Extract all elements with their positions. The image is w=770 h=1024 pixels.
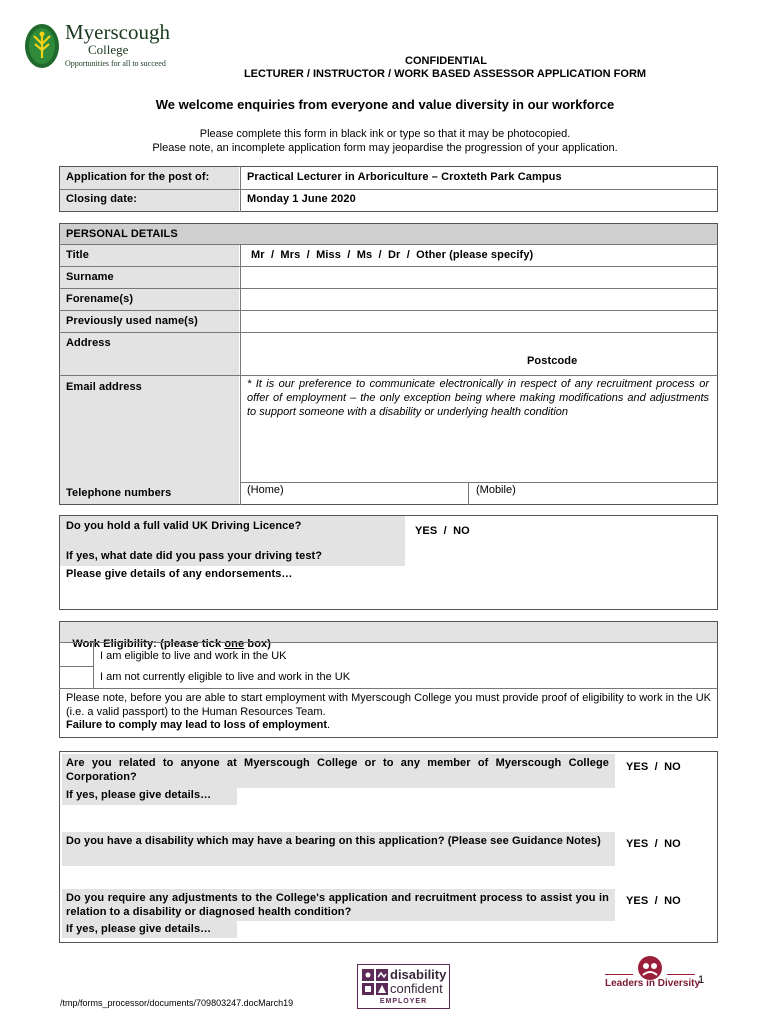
eligibility-heading: Work Eligibility: (please tick one box)	[72, 638, 271, 650]
adjustments-yes-no[interactable]: YES / NO	[626, 895, 681, 907]
lid-text: Leaders in Diversity	[605, 978, 701, 989]
email-field[interactable]	[241, 435, 717, 481]
surname-label: Surname	[66, 271, 114, 283]
title-label: Title	[66, 249, 89, 261]
footer-path: /tmp/forms_processor/documents/709803247.docMarch19	[60, 998, 294, 1008]
related-yes-no[interactable]: YES / NO	[626, 761, 681, 773]
post-value[interactable]: Practical Lecturer in Arboriculture – Croxteth Park Campus	[247, 171, 562, 183]
eligibility-note: Please note, before you are able to start employment with Myerscough College you must provide proof of eligibility to work in the UK (i.e. a valid passport) to the Human Resources Team.	[66, 692, 711, 718]
post-label: Application for the post of:	[66, 171, 210, 183]
home-phone-field[interactable]: (Home)	[247, 484, 284, 496]
related-details-label: If yes, please give details…	[66, 789, 212, 801]
logo-name: Myerscough	[65, 20, 170, 44]
eligible-checkbox[interactable]	[60, 643, 93, 665]
email-label: Email address	[66, 381, 142, 393]
dc-symbols-icon	[362, 969, 388, 995]
email-note: * It is our preference to communicate electronically in respect of any recruitment process or offer of employment – the only exception being where making modifications and adjustments to support someone with a disability or underlying health condition	[247, 378, 709, 418]
surname-field[interactable]	[241, 267, 717, 287]
endorsements-question: Please give details of any endorsements…	[66, 568, 293, 580]
disability-question: Do you have a disability which may have a bearing on this application? (Please see Guidance Notes)	[66, 835, 601, 847]
header-form-title: LECTURER / INSTRUCTOR / WORK BASED ASSESSOR APPLICATION FORM	[243, 68, 647, 80]
intro-line-2: Please note, an incomplete application form may jeopardise the progression of your application.	[152, 142, 618, 154]
driving-licence-question: Do you hold a full valid UK Driving Licence?	[66, 520, 302, 532]
address-field[interactable]	[241, 333, 717, 374]
eligibility-warning: Failure to comply may lead to loss of employment.	[66, 719, 331, 731]
address-label: Address	[66, 337, 111, 349]
previous-names-label: Previously used name(s)	[66, 315, 198, 327]
disability-yes-no[interactable]: YES / NO	[626, 838, 681, 850]
page-number: 1	[698, 974, 705, 986]
forenames-label: Forename(s)	[66, 293, 134, 305]
closing-date-value: Monday 1 June 2020	[247, 193, 356, 205]
eligible-option-label: I am eligible to live and work in the UK	[100, 650, 287, 662]
intro-line-1: Please complete this form in black ink or type so that it may be photocopied.	[199, 128, 571, 140]
not-eligible-checkbox[interactable]	[60, 667, 93, 688]
personal-details-heading: PERSONAL DETAILS	[66, 228, 178, 240]
postcode-label: Postcode	[527, 355, 578, 367]
related-question: Are you related to anyone at Myerscough College or to any member of Myerscough College Corporation?	[66, 757, 609, 783]
logo-crest-icon	[22, 22, 62, 70]
dc-line-3: EMPLOYER	[379, 998, 428, 1005]
mobile-phone-field[interactable]: (Mobile)	[476, 484, 516, 496]
related-details-field[interactable]	[61, 806, 716, 830]
dc-line-2: confident	[390, 981, 443, 996]
driving-test-date-question: If yes, what date did you pass your driving test?	[66, 550, 323, 562]
adjustments-question: Do you require any adjustments to the College's application and recruitment process to assist you in relation to a disability or diagnosed health condition?	[66, 892, 609, 918]
forenames-field[interactable]	[241, 289, 717, 309]
header-confidential: CONFIDENTIAL	[405, 55, 487, 67]
closing-date-label: Closing date:	[66, 193, 137, 205]
leaders-in-diversity-logo	[603, 955, 699, 999]
endorsements-field[interactable]	[61, 583, 716, 608]
disability-confident-logo	[357, 964, 450, 1009]
not-eligible-option-label: I am not currently eligible to live and work in the UK	[100, 671, 351, 683]
previous-names-field[interactable]	[241, 311, 717, 331]
dc-line-1: disability	[390, 967, 447, 982]
telephone-label: Telephone numbers	[66, 487, 172, 499]
logo-sub: College	[88, 42, 129, 57]
driving-licence-yes-no[interactable]: YES / NO	[415, 525, 470, 537]
college-logo	[22, 22, 182, 72]
welcome-heading: We welcome enquiries from everyone and value diversity in our workforce	[155, 97, 615, 112]
adjustments-details-label: If yes, please give details…	[66, 923, 212, 935]
logo-tagline: Opportunities for all to succeed	[65, 59, 166, 68]
title-options[interactable]: Mr / Mrs / Miss / Ms / Dr / Other (please specify)	[251, 249, 534, 261]
